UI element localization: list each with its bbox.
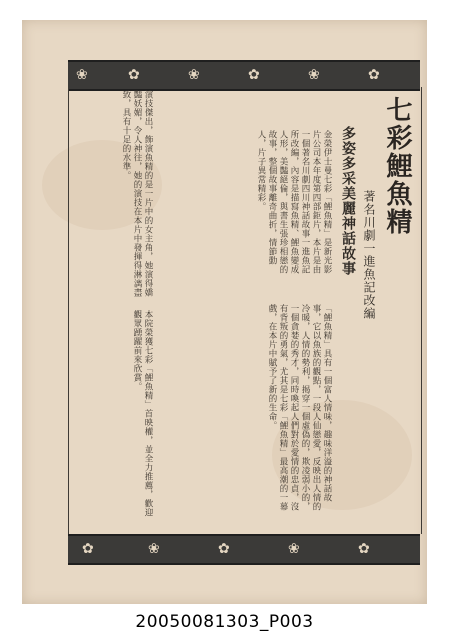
article-byline: 著名川劇一進魚記改編 <box>362 190 376 320</box>
article-body <box>74 90 418 530</box>
top-ornamental-band: ❀ ✿ ❀ ✿ ❀ ✿ <box>68 60 420 91</box>
article-subtitle: 多姿多采美麗神話故事 <box>340 126 356 276</box>
archive-caption: 20050081303_P003 <box>135 612 314 632</box>
article-title: 七彩鯉魚精 <box>382 96 412 236</box>
scanned-page <box>22 20 427 604</box>
paragraph-left-top: 演技傑出，飾演魚精的是一片中的女主角，她演得嬌豔妖媚，令人神往，她的演技在本片中發揮得淋漓盡致，具有十足的水準。 <box>121 90 153 297</box>
paragraph-right-bottom: 「鯉魚精」具有一個富人情味，趣味洋溢的神話故事，它以魚族的觀點，一段人仙戀愛，反映出人情的冷暖，人情的勢利，揭穿一個虛偽的，欺凌弱小的，一個貪婪的秀才，同時喚起人們對於愛情的忠貞，沒有背叛的勇氣，尤其是七彩「鯉魚精」最高潮的一幕戲，在本片中賦予了新的生命。 <box>267 304 332 511</box>
paragraph-right-top: 金榮伊士曼七彩「鯉魚精」是新光影片公司本年度第四部鉅片，本片是由一個著名川劇四川神話故事一進魚記所改編，內容是描寫魚精、鯉魚變成人形，美豔絕倫，與書生張珍相戀的故事，整個故事離奇曲折，情節動人，片子異常精彩。 <box>256 130 332 274</box>
bottom-ornamental-band: ✿ ❀ ✿ ❀ ✿ <box>68 534 420 565</box>
paragraph-left-bottom: 本院榮獲七彩「鯉魚精」首映權，並全力推薦，歡迎觀眾踴躍前來欣賞。 <box>132 310 153 517</box>
